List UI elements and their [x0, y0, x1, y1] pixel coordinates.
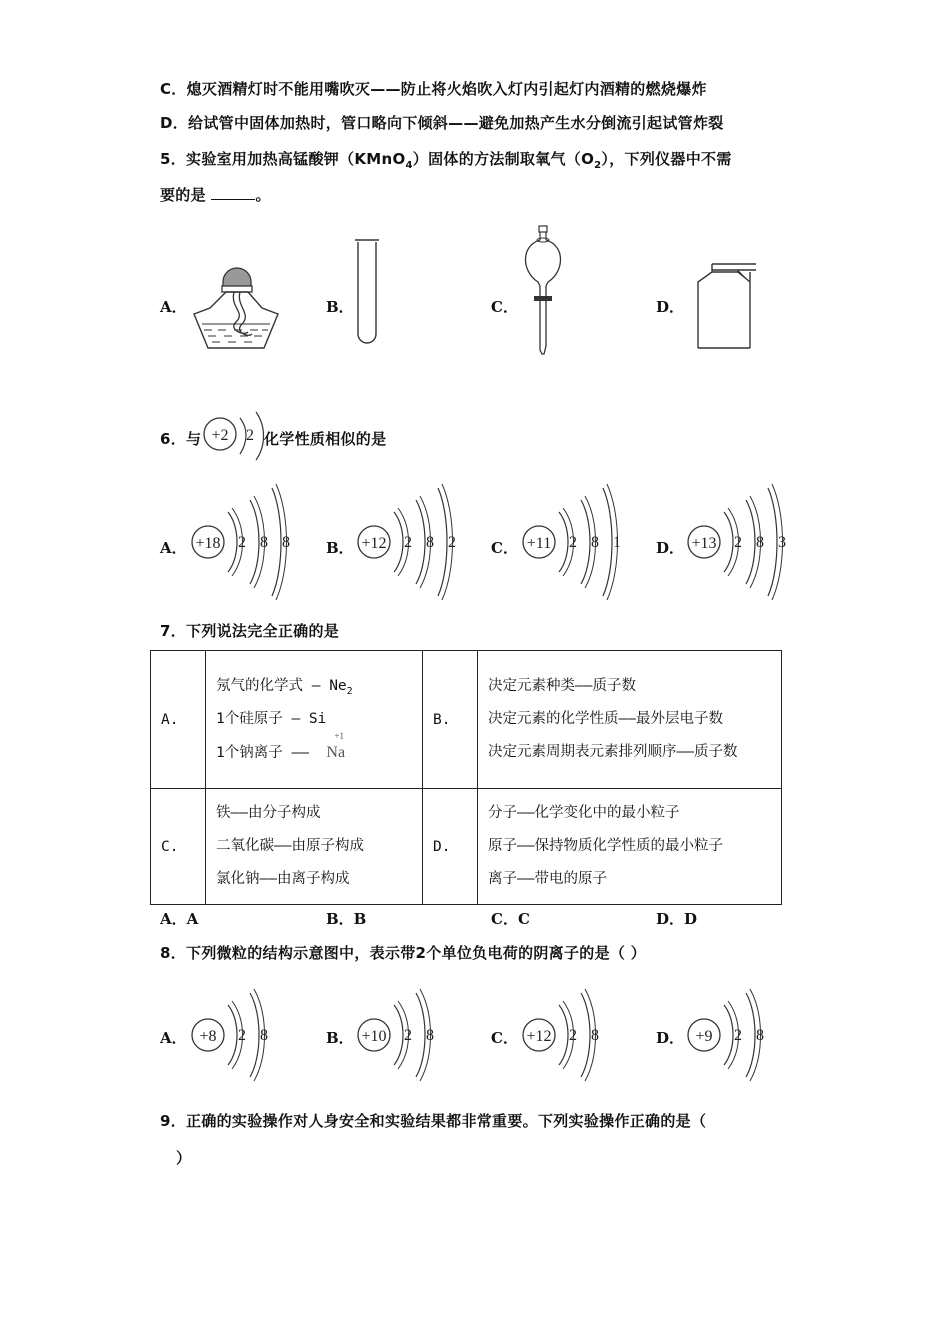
q9-stem: 9．正确的实验操作对人身安全和实验结果都非常重要。下列实验操作正确的是（ [160, 1112, 707, 1130]
q8-option-c-atom-diagram [519, 980, 617, 1090]
q6-tail: 化学性质相似的是 [264, 430, 387, 448]
q8-stem: 8．下列微粒的结构示意图中，表示带2个单位负电荷的阴离子的是（ ） [160, 944, 646, 962]
q8-option-a-label: A． [160, 1029, 187, 1047]
alcohol-lamp-icon [190, 262, 282, 354]
q6-option-b-atom-diagram [354, 487, 474, 597]
shell-electrons: 2 [569, 534, 577, 551]
electron-shell-arc [768, 488, 777, 596]
q7-table [150, 650, 782, 905]
shell-electrons: 8 [260, 1027, 268, 1044]
q5-stem: 5．实验室用加热高锰酸钾（KMnO$_4$）固体的方法制取氧气$(O_2)$，下列仪器中不需 [160, 150, 732, 171]
shell-electrons: 3 [778, 534, 786, 551]
q7-answer-d: D．D [656, 910, 698, 928]
q6-number: 6．与 [160, 430, 202, 448]
nucleus-charge: +12 [526, 1028, 552, 1045]
test-tube-icon [352, 238, 382, 350]
q8-option-d-atom-diagram [684, 980, 782, 1090]
shell-electrons: 8 [591, 534, 599, 551]
nucleus-charge: +13 [691, 535, 717, 552]
q7-answer-b: B．B [326, 910, 367, 928]
q6-option-b-label: B． [326, 539, 354, 557]
q7-cell-d-letter: D. [423, 789, 478, 905]
q6-option-a-atom-diagram [188, 487, 308, 597]
nucleus-charge: +2 [211, 427, 229, 444]
q4-option-c: C．熄灭酒精灯时不能用嘴吹灭——防止将火焰吹入灯内引起灯内酒精的燃烧爆炸 [160, 80, 707, 98]
q9-stem-line2: ） [176, 1149, 192, 1167]
electron-shell-arc [746, 500, 755, 584]
answer-blank [211, 185, 255, 200]
shell-electrons: 8 [426, 1027, 434, 1044]
nucleus-charge: +18 [195, 535, 221, 552]
nucleus-charge: +8 [199, 1028, 217, 1045]
q7-cell-b: 决定元素种类——质子数 决定元素的化学性质——最外层电子数 决定元素周期表元素排列顺序——质子数 [478, 651, 782, 789]
electron-shell-arc [746, 993, 755, 1077]
q7-cell-c-letter: C. [151, 789, 206, 905]
q7-cell-a-letter: A. [151, 651, 206, 789]
electron-shell-arc [272, 488, 281, 596]
shell-electrons: 2 [404, 1027, 412, 1044]
shell-electrons: 8 [756, 1027, 764, 1044]
electron-shell-arc [394, 1005, 403, 1065]
shell-electrons: 8 [260, 534, 268, 551]
q7-answer-a: A．A [160, 910, 199, 928]
q7-answer-c: C．C [491, 910, 530, 928]
q6-option-a-label: A． [160, 539, 187, 557]
electron-shell-arc [603, 488, 612, 596]
electron-shell-arc [228, 512, 237, 572]
q6-option-c-atom-diagram [519, 487, 639, 597]
q5-option-a-label: A． [160, 298, 187, 316]
q7-cell-c: 铁——由分子构成 二氧化碳——由原子构成 氯化钠——由离子构成 [206, 789, 423, 905]
q8-option-a-atom-diagram [188, 980, 286, 1090]
q5-option-b-label: B． [326, 298, 354, 316]
separatory-funnel-icon [518, 224, 568, 356]
electron-shell-arc [228, 1005, 237, 1065]
q7-cell-b-letter: B. [423, 651, 478, 789]
shell-electrons: 2 [404, 534, 412, 551]
shell-electrons: 8 [756, 534, 764, 551]
nucleus-charge: +10 [361, 1028, 387, 1045]
q6-option-d-atom-diagram [684, 487, 804, 597]
electron-shell-arc [250, 993, 259, 1077]
electron-shell-arc [724, 1005, 733, 1065]
gas-jar-icon [692, 260, 762, 354]
electron-shell-arc [394, 512, 403, 572]
q8-option-b-label: B． [326, 1029, 354, 1047]
electron-shell-arc [559, 1005, 568, 1065]
shell-electrons: 2 [448, 534, 456, 551]
nucleus-charge: +12 [361, 535, 387, 552]
shell-electrons: 1 [613, 534, 621, 551]
q8-option-d-label: D． [656, 1029, 685, 1047]
electron-shell-arc [416, 500, 425, 584]
q8-option-c-label: C． [491, 1029, 518, 1047]
electron-shell-arc [724, 512, 733, 572]
q8-option-b-atom-diagram [354, 980, 452, 1090]
q7-cell-d: 分子——化学变化中的最小粒子 原子——保持物质化学性质的最小粒子 离子——带电的原子 [478, 789, 782, 905]
shell-electrons: 2 [238, 534, 246, 551]
shell-electrons: 2 [246, 427, 254, 444]
q6-option-d-label: D． [656, 539, 685, 557]
electron-shell-arc [581, 500, 590, 584]
q6-reference-atom-diagram [200, 414, 266, 460]
q5-option-c-label: C． [491, 298, 518, 316]
electron-shell-arc [438, 488, 447, 596]
electron-shell-arc [559, 512, 568, 572]
shell-electrons: 8 [591, 1027, 599, 1044]
shell-electrons: 2 [238, 1027, 246, 1044]
shell-electrons: 2 [569, 1027, 577, 1044]
electron-shell-arc [581, 993, 590, 1077]
q4-option-d: D．给试管中固体加热时，管口略向下倾斜——避免加热产生水分倒流引起试管炸裂 [160, 114, 724, 132]
q5-option-d-label: D． [656, 298, 685, 316]
shell-electrons: 8 [426, 534, 434, 551]
nucleus-charge: +11 [526, 535, 552, 552]
shell-electrons: 2 [734, 1027, 742, 1044]
shell-electrons: 2 [734, 534, 742, 551]
nucleus-charge: +9 [695, 1028, 713, 1045]
q5-stem-line2: 要的是 。 [160, 186, 271, 204]
q6-option-c-label: C． [491, 539, 518, 557]
electron-shell-arc [250, 500, 259, 584]
q7-stem: 7．下列说法完全正确的是 [160, 622, 340, 640]
shell-electrons: 8 [282, 534, 290, 551]
q7-cell-a: 氖气的化学式 — $Ne_2$ 1个硅原子 — Si 1个钠离子 —— +1 Na [206, 651, 423, 789]
electron-shell-arc [416, 993, 425, 1077]
